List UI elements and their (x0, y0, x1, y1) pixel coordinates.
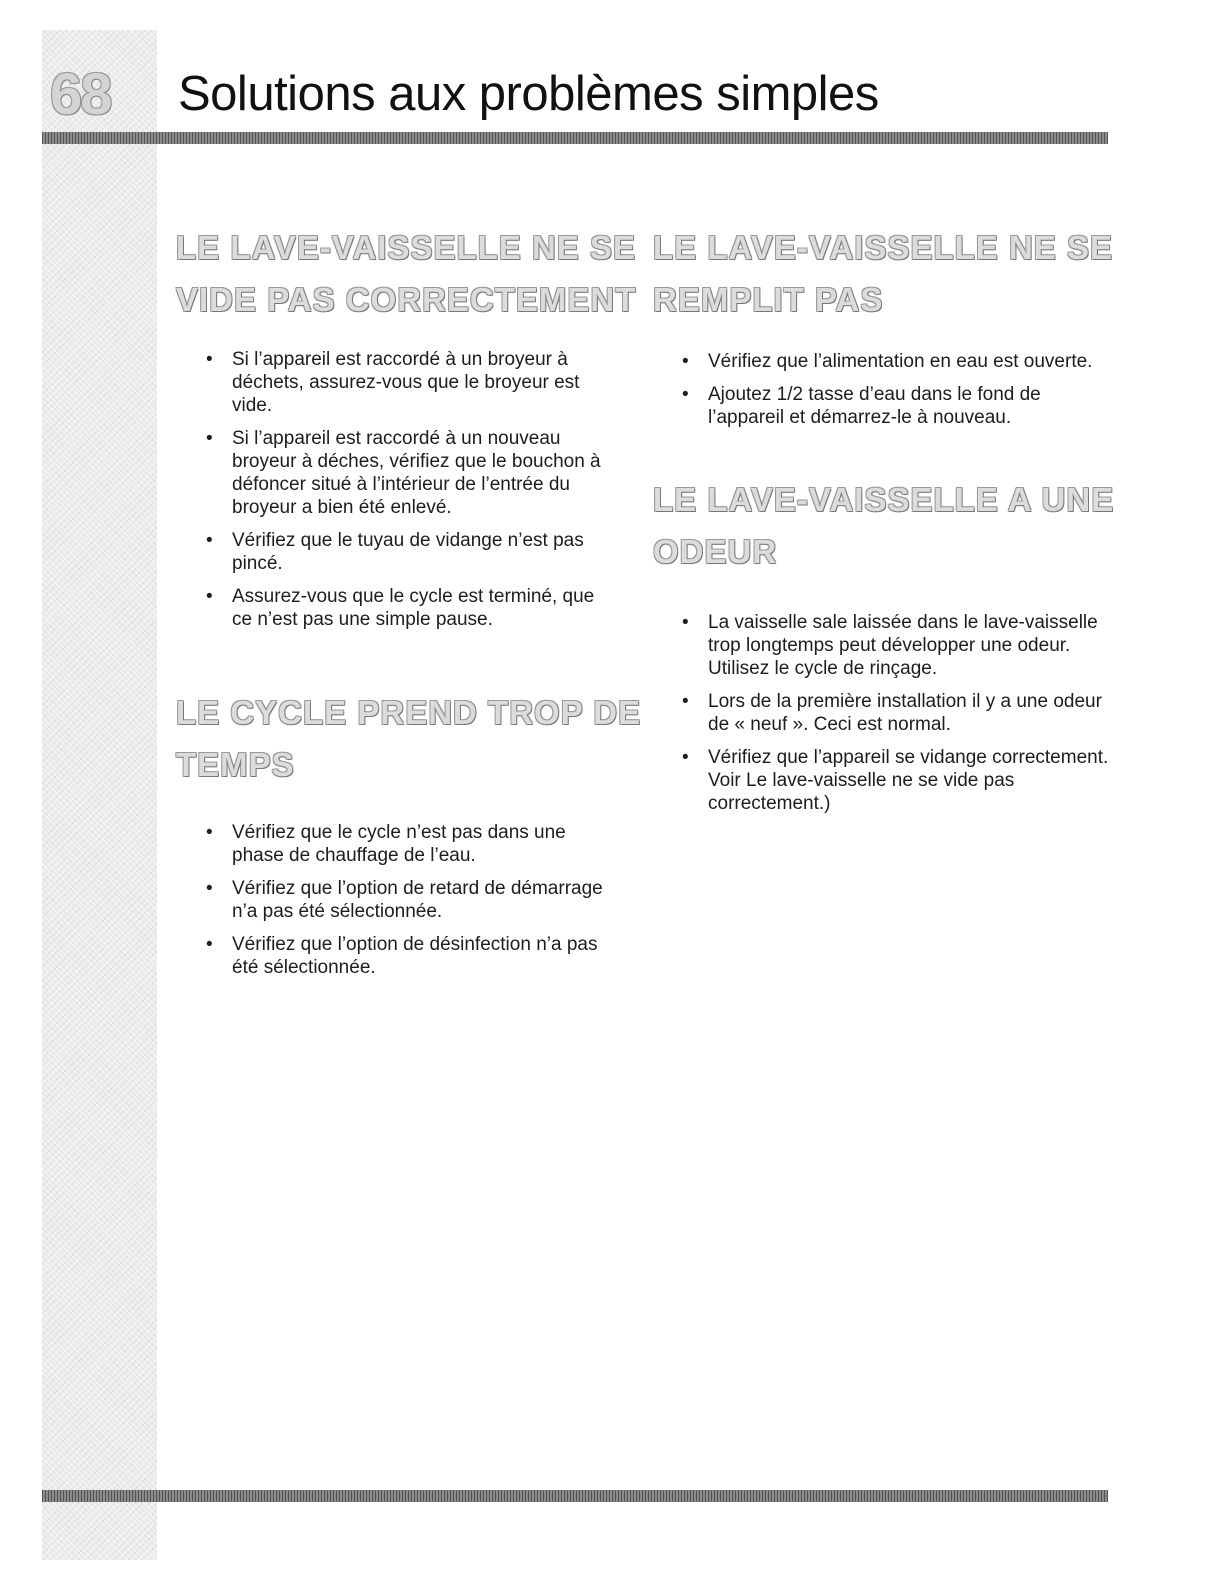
heading-odeur (653, 474, 1123, 578)
list-ne-se-remplit-pas (682, 350, 1112, 439)
heading-line: LE LAVE-VAISSELLE NE SE (176, 229, 637, 266)
header-rule (42, 132, 1108, 144)
page-number: 68 (50, 62, 111, 127)
heading-line: ODEUR (653, 533, 778, 570)
list-item: • Vérifiez que le tuyau de vidange n’est pas pincé. (206, 529, 616, 575)
footer-rule (42, 1490, 1108, 1502)
page-title: Solutions aux problèmes simples (178, 67, 879, 121)
list-item: • Vérifiez que l’appareil se vidange correctement. Voir Le lave-vaisselle ne se vide pas correctement.) (682, 746, 1112, 815)
list-item: • Assurez-vous que le cycle est terminé, que ce n’est pas une simple pause. (206, 585, 616, 631)
heading-line: TEMPS (176, 746, 295, 783)
list-cycle-trop-long (206, 821, 616, 989)
heading-line: LE CYCLE PREND TROP DE (176, 694, 642, 731)
list-item: • Si l’appareil est raccordé à un nouveau broyeur à déches, vérifiez que le bouchon à défoncer situé à l’intérieur de l’entrée du broyeur a bien été enlevé. (206, 427, 616, 519)
list-item: • Vérifiez que l’option de désinfection n’a pas été sélectionnée. (206, 933, 616, 979)
list-item: • Vérifiez que le cycle n’est pas dans une phase de chauffage de l’eau. (206, 821, 616, 867)
heading-cycle-trop-long (176, 687, 646, 791)
list-item: • Vérifiez que l’option de retard de démarrage n’a pas été sélectionnée. (206, 877, 616, 923)
heading-line: VIDE PAS CORRECTEMENT (176, 281, 637, 318)
heading-line: LE LAVE-VAISSELLE A UNE (653, 481, 1115, 518)
heading-ne-se-remplit-pas (653, 222, 1123, 326)
list-vide-pas-correctement (206, 348, 616, 641)
side-decorative-band (42, 30, 157, 1560)
heading-line: LE LAVE-VAISSELLE NE SE (653, 229, 1114, 266)
heading-vide-pas-correctement (176, 222, 646, 326)
list-item: • Si l’appareil est raccordé à un broyeur à déchets, assurez-vous que le broyeur est vide. (206, 348, 616, 417)
list-item: • Vérifiez que l’alimentation en eau est ouverte. (682, 350, 1112, 373)
list-item: • La vaisselle sale laissée dans le lave-vaisselle trop longtemps peut développer une odeur. Utilisez le cycle de rinçage. (682, 611, 1112, 680)
list-odeur (682, 611, 1112, 825)
list-item: • Ajoutez 1/2 tasse d’eau dans le fond de l’appareil et démarrez-le à nouveau. (682, 383, 1112, 429)
heading-line: REMPLIT PAS (653, 281, 884, 318)
list-item: • Lors de la première installation il y a une odeur de « neuf ». Ceci est normal. (682, 690, 1112, 736)
